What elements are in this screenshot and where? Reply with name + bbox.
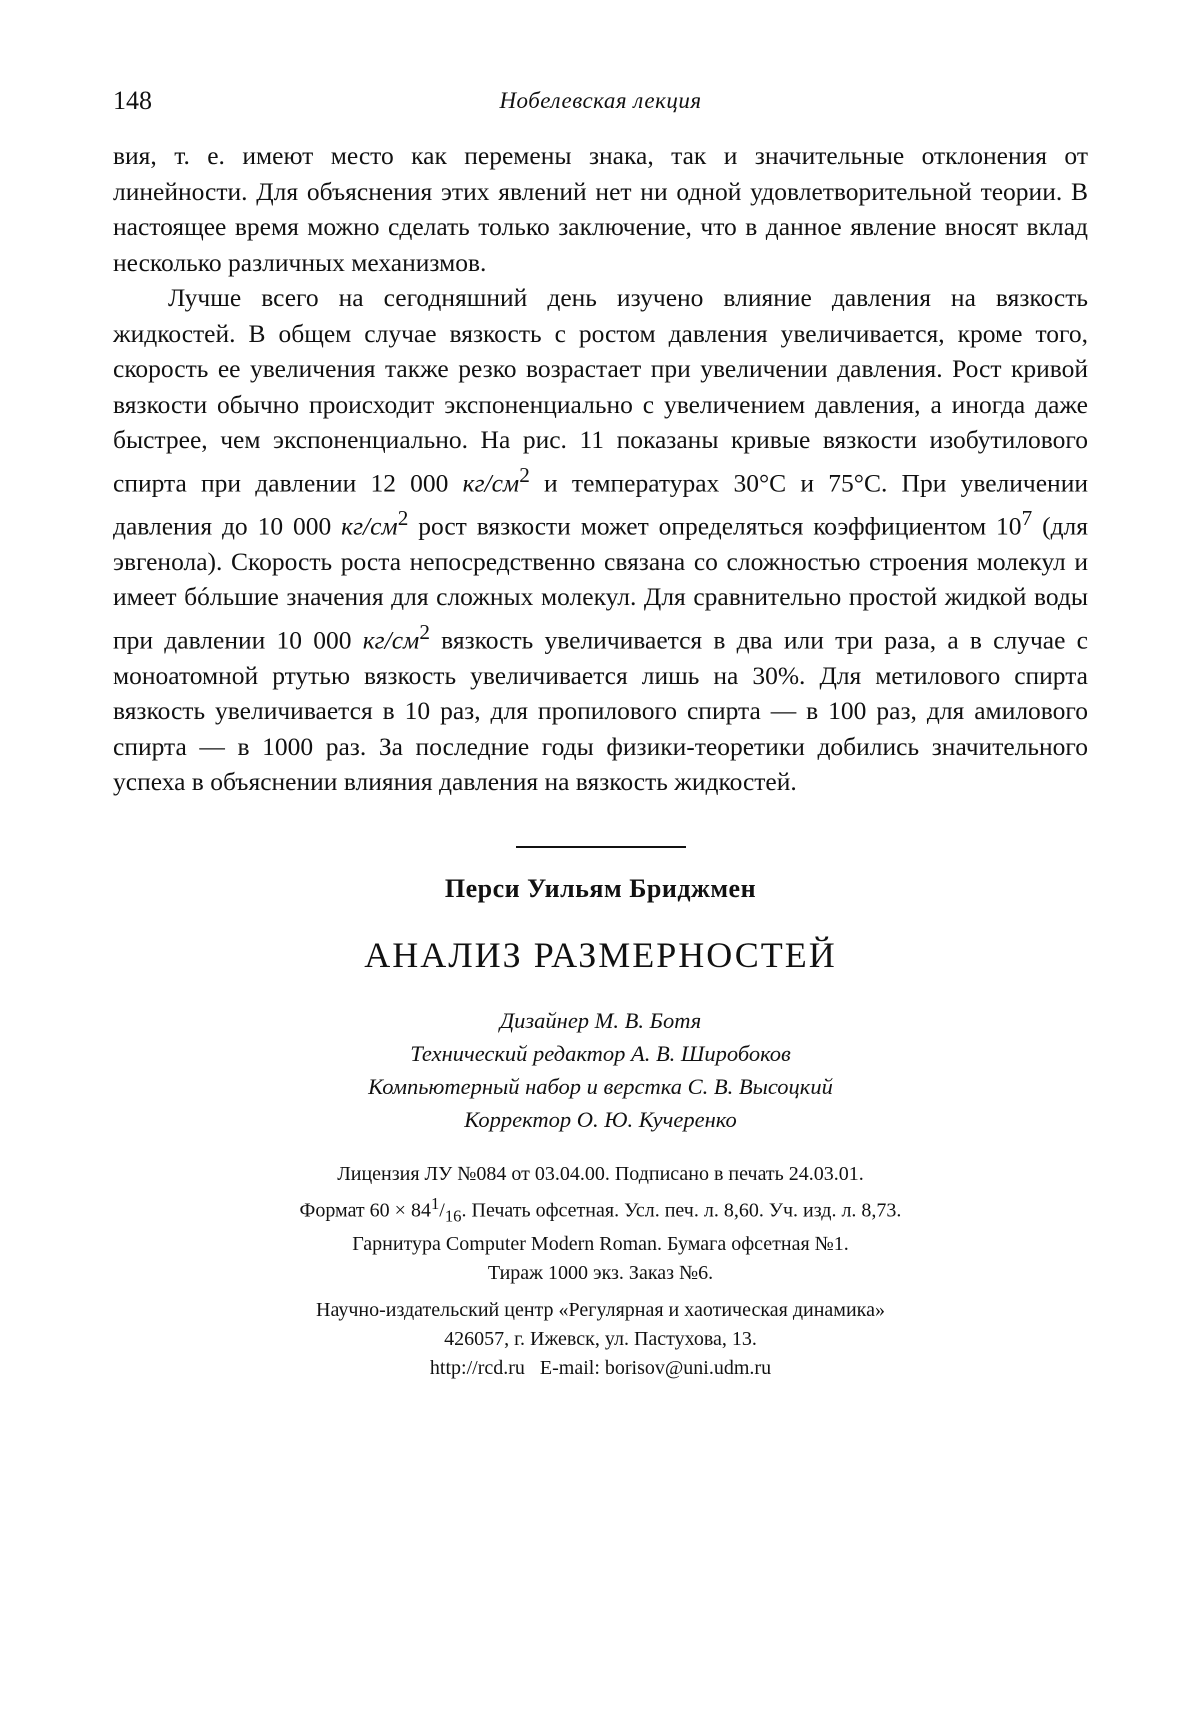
paragraph-pressure-viscosity: [113, 280, 1088, 800]
unit-kg-cm: кг/см: [362, 625, 420, 654]
section-divider: [516, 846, 686, 848]
publisher-name: Научно-издательский центр «Регулярная и хаотическая динамика»: [316, 1299, 885, 1322]
credit-line: Корректор О. Ю. Кучеренко: [464, 1106, 737, 1132]
paragraph-text: рост вязкости может определяться коэффициентом 10: [408, 511, 1022, 540]
book-page: [113, 86, 1088, 1383]
superscript: 2: [419, 619, 430, 644]
running-title: Нобелевская лекция: [499, 88, 702, 113]
credits-block: [113, 1004, 1088, 1136]
paragraph-text: (для эвгенола). Скорость роста непосредственно связана со сложностью строения молекул и имеет бóльшие значения для сложных молекул. Для сравнительно простой жидкой воды при давлении 10 000: [113, 511, 1089, 654]
author-name: Перси Уильям Бриджмен: [444, 873, 757, 903]
format-prefix: Формат 60 × 84: [299, 1199, 431, 1222]
format-fraction-numerator: 1: [430, 1193, 440, 1213]
format-line: Формат $60 \times 84^1/_{16}$. Печать офсетная. Усл. печ. л. 8,60. Уч. изд. л. 8,73.: [299, 1193, 902, 1226]
website-link[interactable]: http://rcd.ru: [429, 1357, 525, 1380]
credit-line: Дизайнер М. В. Ботя: [499, 1007, 702, 1033]
paragraph-text: и температурах 30°C и 75°C. При увеличении давления до 10 000: [113, 468, 1088, 540]
unit-kg-cm: кг/см: [462, 468, 520, 497]
format-fraction-denominator: 16: [444, 1206, 462, 1226]
email-link[interactable]: E-mail: borisov@uni.udm.ru: [539, 1357, 772, 1380]
credit-line: Компьютерный набор и верстка С. В. Высоцкий: [368, 1073, 833, 1099]
page-number: 148: [113, 86, 152, 115]
running-head: [113, 86, 1088, 126]
license-line: Лицензия ЛУ №084 от 03.04.00. Подписано в печать 24.03.01.: [337, 1162, 864, 1185]
publisher-address: 426057, г. Ижевск, ул. Пастухова, 13.: [444, 1328, 757, 1351]
publisher-contacts: [113, 1354, 1088, 1383]
publisher-block: [113, 1296, 1088, 1383]
paragraph-text: вязкость увеличивается в два или три раза, а в случае с моноатомной ртутью вязкость увеличивается лишь на 30%. Для метилового спирта вязкость увеличивается в 10 раз, для пропилового спирта — в 100 раз, для амилового спирта — в 1000 раз. За последние годы физики-теоретики добились значительного успеха в объяснении влияния давления на вязкость жидкостей.: [113, 625, 1088, 796]
paragraph-text: Лучше всего на сегодняшний день изучено влияние давления на вязкость жидкостей. В общем случае вязкость с ростом давления увеличивается, кроме того, скорость ее увеличения также резко возрастает при увеличении давления. Рост кривой вязкости обычно происходит экспоненциально с увеличением давления, а иногда даже быстрее, чем экспоненциально. На рис. 11 показаны кривые вязкости изобутилового спирта при давлении 12 000: [113, 283, 1088, 497]
print-run-line: Тираж 1000 экз. Заказ №6.: [487, 1262, 714, 1285]
imprint-block: [113, 1160, 1088, 1289]
body-text: [113, 138, 1088, 800]
superscript: 7: [1021, 505, 1033, 530]
credit-line: Технический редактор А. В. Широбоков: [410, 1040, 791, 1066]
paragraph-continuation: вия, т. е. имеют место как перемены знака, так и значительные отклонения от линейности. Для объяснения этих явлений нет ни одной удовлетворительной теории. В настоящее время можно сделать только заключение, что в данное явление вносят вклад несколько различных механизмов.: [113, 141, 1088, 277]
book-title: АНАЛИЗ РАЗМЕРНОСТЕЙ: [364, 934, 837, 975]
format-suffix: . Печать офсетная. Усл. печ. л. 8,60. Уч. изд. л. 8,73.: [461, 1199, 902, 1222]
superscript: 2: [397, 505, 409, 530]
superscript: 2: [519, 462, 530, 487]
unit-kg-cm: кг/см: [341, 511, 398, 540]
typeface-line: Гарнитура Computer Modern Roman. Бумага офсетная №1.: [352, 1233, 849, 1256]
